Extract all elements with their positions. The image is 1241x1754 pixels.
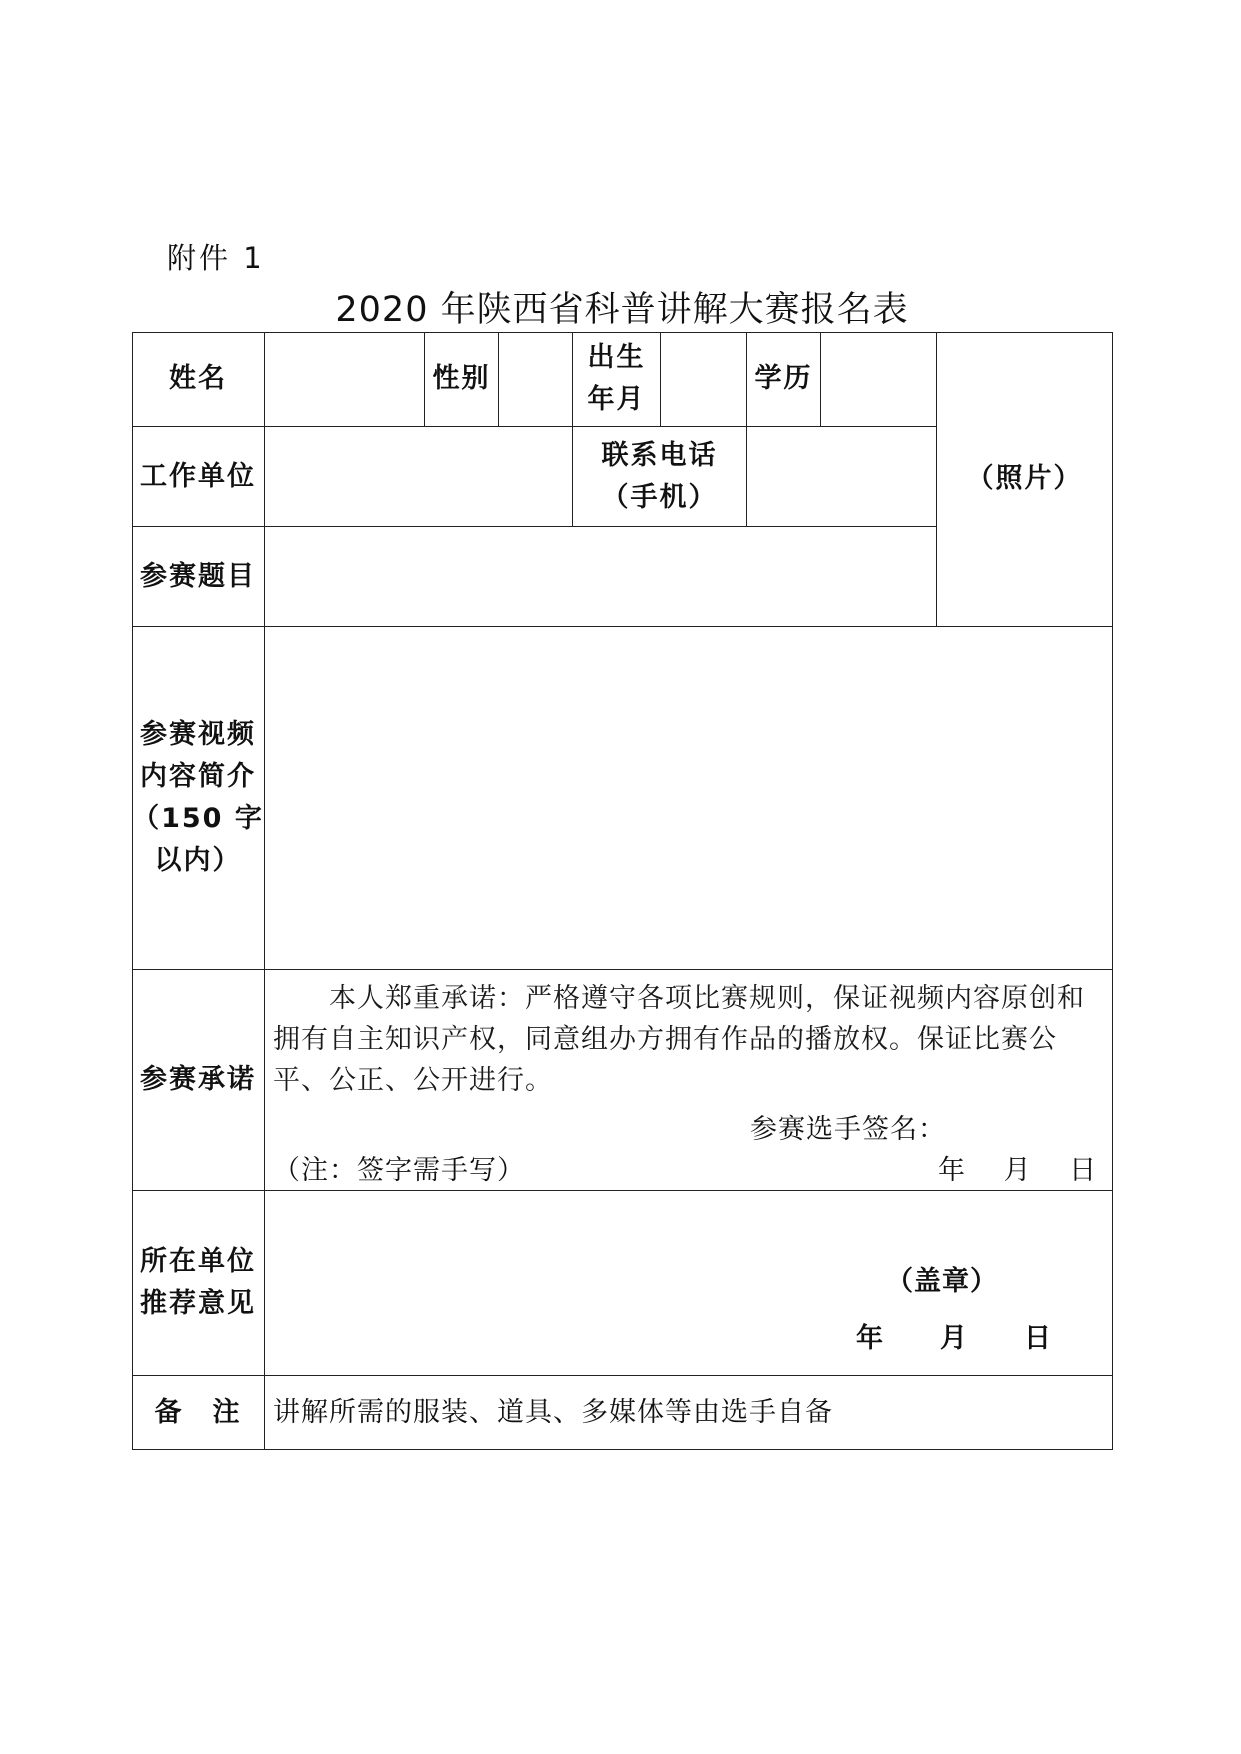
remarks-text: 讲解所需的服装、道具、多媒体等由选手自备 (265, 1376, 1113, 1450)
topic-label: 参赛题目 (132, 527, 265, 627)
birth-field[interactable] (661, 332, 747, 427)
summary-label: 参赛视频 内容简介 （150 字 以内） (132, 627, 265, 970)
phone-label: 联系电话 （手机） (573, 427, 747, 527)
workplace-label: 工作单位 (132, 427, 265, 527)
remarks-label: 备 注 (132, 1376, 265, 1450)
birth-label: 出生 年月 (573, 332, 661, 427)
stamp-label: （盖章） (886, 1266, 998, 1297)
education-field[interactable] (821, 332, 937, 427)
topic-field[interactable] (265, 527, 937, 627)
form-title: 2020 年陕西省科普讲解大赛报名表 (335, 290, 909, 330)
handwriting-note: （注：签字需手写） (273, 1155, 525, 1186)
name-field[interactable] (265, 332, 425, 427)
recommend-date: 年 月 日 (856, 1323, 1052, 1354)
recommend-label: 所在单位 推荐意见 (132, 1191, 265, 1376)
pledge-label: 参赛承诺 (132, 970, 265, 1191)
phone-field[interactable] (747, 427, 937, 527)
gender-label: 性别 (425, 332, 499, 427)
summary-field[interactable] (265, 627, 1113, 970)
gender-field[interactable] (499, 332, 573, 427)
workplace-field[interactable] (265, 427, 573, 527)
signature-label: 参赛选手签名： (750, 1114, 946, 1145)
education-label: 学历 (747, 332, 821, 427)
name-label: 姓名 (132, 332, 265, 427)
photo-box[interactable] (937, 332, 1113, 627)
pledge-text: 本人郑重承诺：严格遵守各项比赛规则，保证视频内容原创和拥有自主知识产权，同意组办方拥有作品的播放权。保证比赛公平、公正、公开进行。 (273, 983, 1085, 1096)
photo-label: （照片） (966, 463, 1083, 495)
pledge-date: 年 月 日 (938, 1155, 1098, 1186)
attachment-label: 附件 1 (167, 241, 265, 275)
